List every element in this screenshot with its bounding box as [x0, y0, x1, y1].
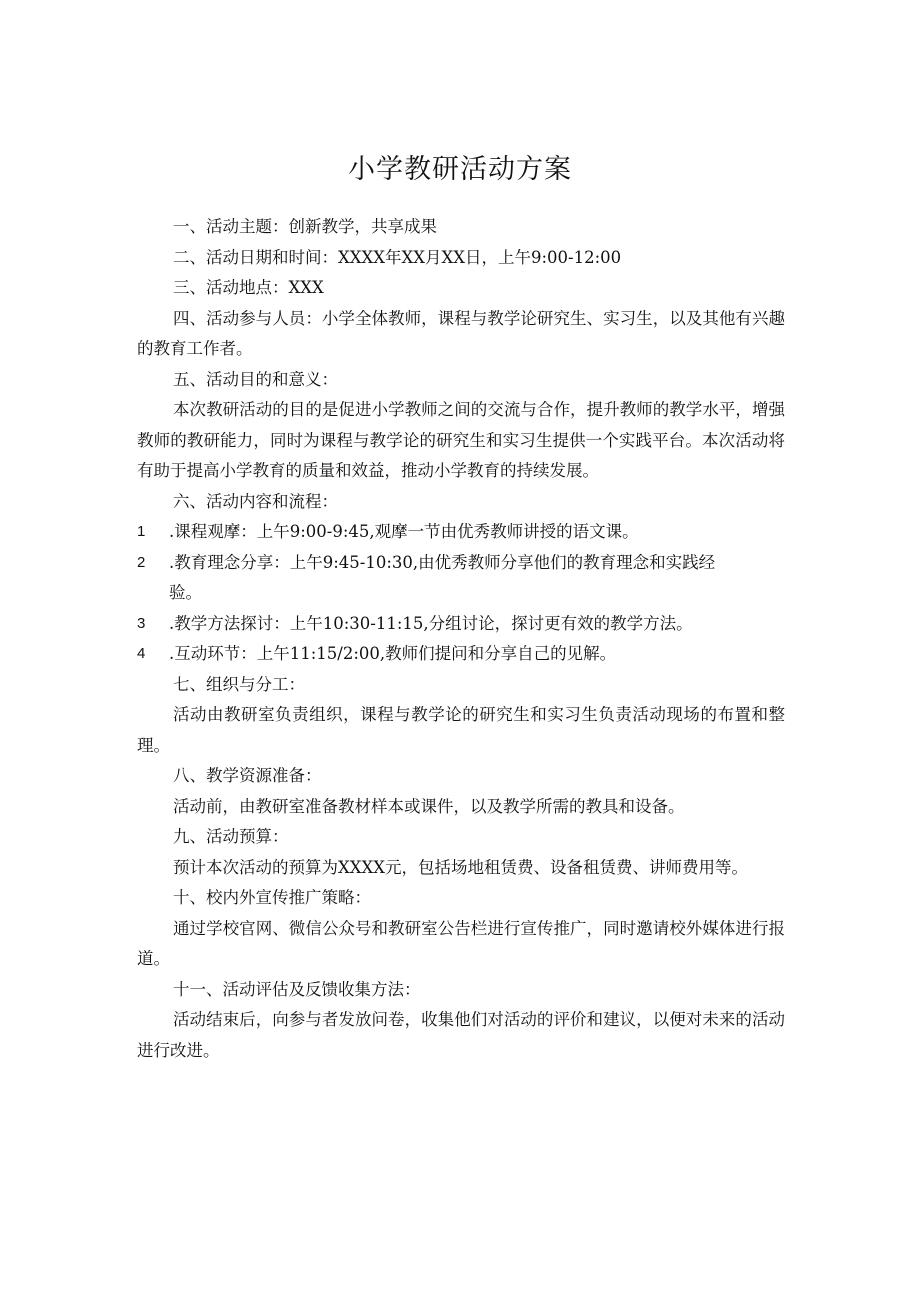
list-item-number: 4 [137, 645, 146, 662]
list-item-number: 2 [137, 553, 146, 571]
section-location: 三、活动地点：XXX [173, 278, 324, 297]
section-purpose-text: 本次教研活动的目的是促进小学教师之间的交流与合作，提升教师的教学水平，增强教师的教研能力，同时为课程与教学论的研究生和实习生提供一个实践平台。本次活动将有助于提高小学教育的质量和效益，推动小学教育的持续发展。 [137, 400, 785, 480]
document-title: 小学教研活动方案 [348, 154, 572, 185]
section-resources-text: 活动前，由教研室准备教材样本或课件，以及教学所需的教具和设备。 [173, 796, 685, 816]
section-datetime: 二、活动日期和时间：XXXX年XX月XX日，上午9:00-12:00 [173, 247, 622, 267]
list-item-text: .互动环节：上午11:15/2:00,教师们提问和分享自己的见解。 [169, 644, 617, 663]
list-item-number: 3 [137, 614, 146, 632]
list-item-text [169, 548, 785, 609]
list-item [137, 548, 785, 609]
list-item [137, 517, 785, 548]
section-theme: 一、活动主题：创新教学，共享成果 [173, 217, 437, 236]
list-item [137, 639, 785, 670]
document-body [137, 212, 785, 1066]
list-item-text-continuation: 验。 [169, 583, 202, 602]
list-item-text: .课程观摩：上午9:00-9:45,观摩一节由优秀教师讲授的语文课。 [169, 522, 639, 541]
section-resources-heading: 八、教学资源准备： [173, 766, 322, 785]
section-eval-text: 活动结束后，向参与者发放问卷，收集他们对活动的评价和建议，以便对未来的活动进行改进。 [137, 1010, 785, 1060]
section-org-text: 活动由教研室负责组织，课程与教学论的研究生和实习生负责活动现场的布置和整理。 [137, 705, 785, 755]
section-org-heading: 七、组织与分工： [173, 674, 305, 694]
section-participants: 四、活动参与人员：小学全体教师，课程与教学论研究生、实习生，以及其他有兴趣的教育工作者。 [137, 308, 785, 358]
section-content-heading: 六、活动内容和流程： [173, 491, 338, 511]
section-budget-text: 预计本次活动的预算为XXXX元，包括场地租赁费、设备租赁费、讲师费用等。 [173, 857, 748, 877]
section-purpose-heading: 五、活动目的和意义： [173, 369, 338, 389]
section-eval-heading: 十一、活动评估及反馈收集方法： [173, 979, 421, 999]
section-promo-heading: 十、校内外宣传推广策略： [173, 888, 371, 907]
section-budget-heading: 九、活动预算： [173, 827, 289, 846]
list-item-number: 1 [137, 523, 146, 540]
list-item [137, 609, 785, 640]
section-promo-text: 通过学校官网、微信公众号和教研室公告栏进行宣传推广，同时邀请校外媒体进行报道。 [137, 918, 785, 968]
list-item-text: .教学方法探讨：上午10:30-11:15,分组讨论，探讨更有效的教学方法。 [169, 613, 693, 633]
list-item-text-line: .教育理念分享：上午9:45-10:30,由优秀教师分享他们的教育理念和实践经 [169, 552, 716, 572]
